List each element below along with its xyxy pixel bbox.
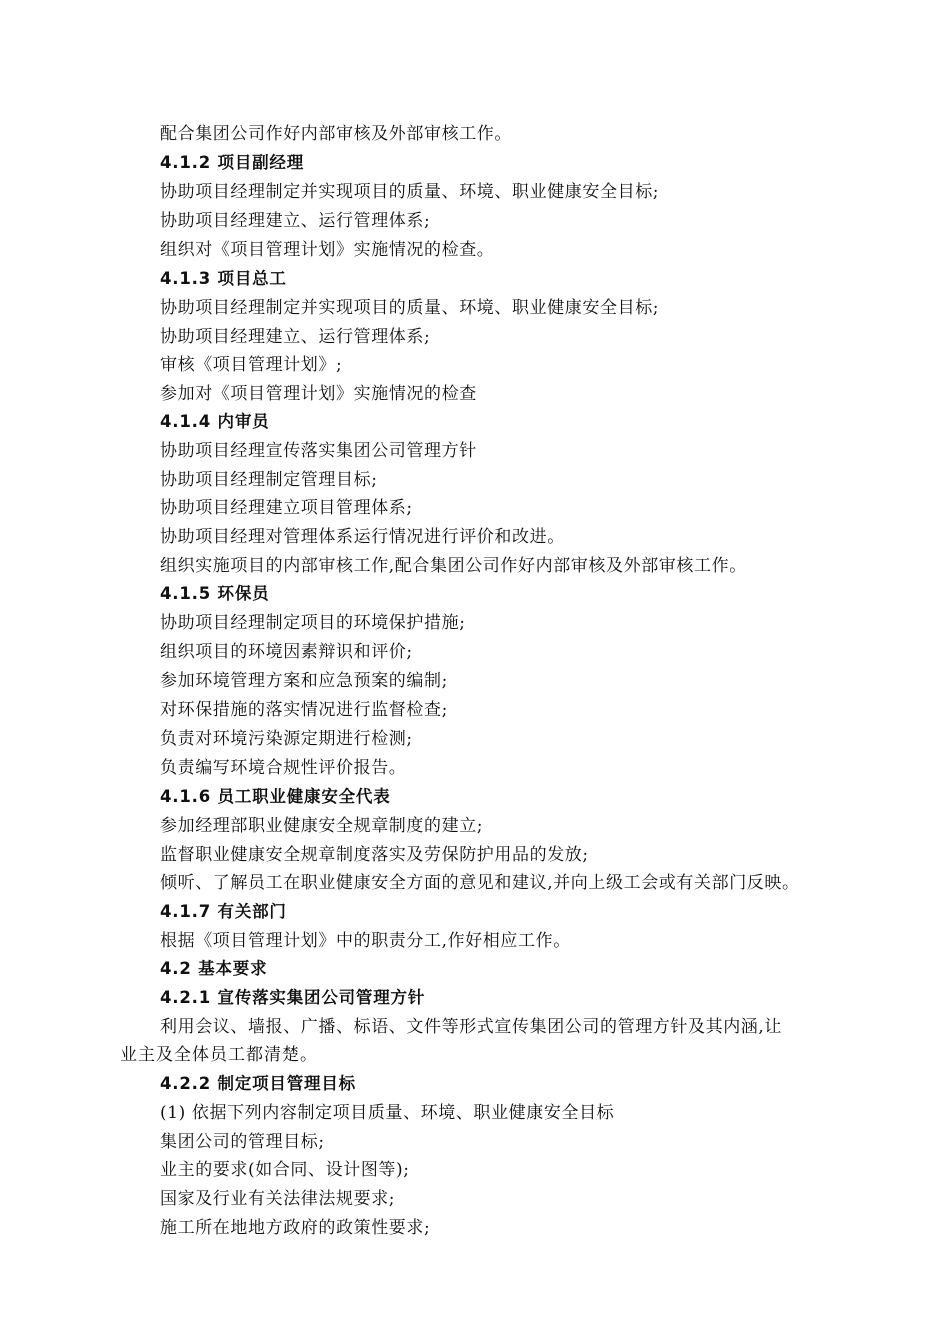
body-text: 参加对《项目管理计划》实施情况的检查 bbox=[160, 384, 477, 404]
body-text: 协助项目经理建立项目管理体系; bbox=[160, 498, 413, 518]
body-text: 集团公司的管理目标; bbox=[160, 1132, 325, 1152]
body-text: 协助项目经理制定并实现项目的质量、环境、职业健康安全目标; bbox=[160, 182, 660, 202]
section-heading: 4.1.2 项目副经理 bbox=[160, 153, 305, 172]
body-text: 根据《项目管理计划》中的职责分工,作好相应工作。 bbox=[160, 931, 571, 951]
body-text: 参加经理部职业健康安全规章制度的建立; bbox=[160, 816, 484, 836]
body-text: 协助项目经理宣传落实集团公司管理方针 bbox=[160, 441, 477, 461]
body-text: 利用会议、墙报、广播、标语、文件等形式宣传集团公司的管理方针及其内涵,让 bbox=[160, 1017, 783, 1037]
body-text: 业主及全体员工都清楚。 bbox=[120, 1045, 318, 1065]
body-text: 对环保措施的落实情况进行监督检查; bbox=[160, 700, 448, 720]
section-heading: 4.2.2 制定项目管理目标 bbox=[160, 1074, 356, 1093]
body-text: 协助项目经理建立、运行管理体系; bbox=[160, 211, 431, 231]
body-text: 审核《项目管理计划》; bbox=[160, 355, 343, 375]
section-heading: 4.1.4 内审员 bbox=[160, 412, 270, 431]
body-text: (1) 依据下列内容制定项目质量、环境、职业健康安全目标 bbox=[160, 1103, 615, 1123]
section-heading: 4.1.3 项目总工 bbox=[160, 269, 287, 288]
body-text: 业主的要求(如合同、设计图等); bbox=[160, 1160, 410, 1180]
body-text: 组织项目的环境因素辩识和评价; bbox=[160, 642, 413, 662]
body-text: 国家及行业有关法律法规要求; bbox=[160, 1189, 396, 1209]
body-text: 协助项目经理建立、运行管理体系; bbox=[160, 327, 431, 347]
body-text: 倾听、了解员工在职业健康安全方面的意见和建议,并向上级工会或有关部门反映。 bbox=[160, 873, 800, 893]
body-text: 协助项目经理对管理体系运行情况进行评价和改进。 bbox=[160, 527, 565, 547]
section-heading: 4.2 基本要求 bbox=[160, 959, 268, 978]
body-text: 施工所在地地方政府的政策性要求; bbox=[160, 1218, 431, 1238]
body-text: 协助项目经理制定并实现项目的质量、环境、职业健康安全目标; bbox=[160, 298, 660, 318]
body-text: 组织对《项目管理计划》实施情况的检查。 bbox=[160, 240, 495, 260]
section-heading: 4.2.1 宣传落实集团公司管理方针 bbox=[160, 988, 426, 1007]
body-text: 协助项目经理制定项目的环境保护措施; bbox=[160, 613, 466, 633]
section-heading: 4.1.7 有关部门 bbox=[160, 902, 287, 921]
body-text: 参加环境管理方案和应急预案的编制; bbox=[160, 671, 448, 691]
body-text: 协助项目经理制定管理目标; bbox=[160, 470, 378, 490]
body-text: 配合集团公司作好内部审核及外部审核工作。 bbox=[160, 124, 512, 144]
body-text: 监督职业健康安全规章制度落实及劳保防护用品的发放; bbox=[160, 845, 589, 865]
section-heading: 4.1.5 环保员 bbox=[160, 584, 270, 603]
body-text: 负责编写环境合规性评价报告。 bbox=[160, 758, 407, 778]
section-heading: 4.1.6 员工职业健康安全代表 bbox=[160, 787, 391, 806]
body-text: 组织实施项目的内部审核工作,配合集团公司作好内部审核及外部审核工作。 bbox=[160, 556, 747, 576]
body-text: 负责对环境污染源定期进行检测; bbox=[160, 729, 413, 749]
